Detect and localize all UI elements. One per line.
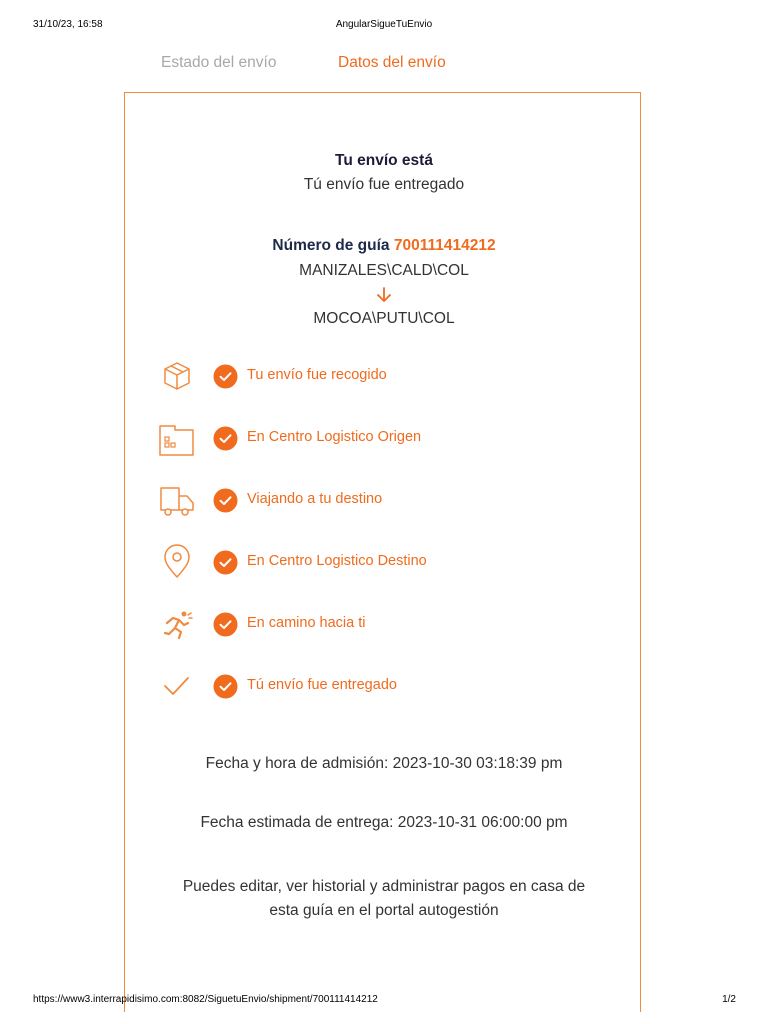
arrow-down-icon bbox=[0, 286, 768, 306]
note-line: esta guía en el portal autogestión bbox=[269, 902, 499, 919]
location-pin-icon bbox=[157, 544, 197, 580]
step-label: En Centro Logistico Origen bbox=[247, 429, 422, 445]
guide-number-line bbox=[0, 237, 768, 255]
origin-city: MANIZALES\CALD\COL bbox=[299, 262, 469, 279]
check-circle-icon bbox=[213, 364, 238, 389]
tab-estado-del-envio[interactable]: Estado del envío bbox=[161, 54, 277, 71]
estimated-delivery: Fecha estimada de entrega: 2023-10-31 06:00:00 pm bbox=[200, 814, 568, 831]
check-circle-icon bbox=[213, 426, 238, 451]
destination-city: MOCOA\PUTU\COL bbox=[313, 310, 455, 327]
truck-icon bbox=[157, 482, 197, 518]
print-header bbox=[0, 19, 768, 33]
print-page-title: AngularSigueTuEnvio bbox=[335, 19, 433, 30]
admission-datetime: Fecha y hora de admisión: 2023-10-30 03:18:39 pm bbox=[205, 755, 563, 772]
check-circle-icon bbox=[213, 612, 238, 637]
guide-label: Número de guía bbox=[272, 237, 390, 254]
tracking-step bbox=[0, 420, 768, 460]
self-service-note bbox=[0, 875, 768, 923]
tab-datos-del-envio[interactable]: Datos del envío bbox=[338, 54, 446, 71]
tracking-step bbox=[0, 544, 768, 584]
step-label: En camino hacia ti bbox=[247, 615, 366, 631]
note-line: Puedes editar, ver historial y administrar pagos en casa de bbox=[182, 878, 586, 895]
print-footer bbox=[0, 994, 768, 1008]
shipment-status-text: Tú envío fue entregado bbox=[303, 176, 465, 193]
check-circle-icon bbox=[213, 488, 238, 513]
step-label: Viajando a tu destino bbox=[247, 491, 383, 507]
print-datetime: 31/10/23, 16:58 bbox=[33, 19, 103, 30]
runner-icon bbox=[157, 606, 197, 642]
tab-bar bbox=[0, 54, 768, 78]
tracking-step bbox=[0, 606, 768, 646]
step-label: Tú envío fue entregado bbox=[247, 677, 397, 693]
checkmark-icon bbox=[157, 668, 197, 704]
guide-number: 700111414212 bbox=[393, 237, 496, 254]
box-icon bbox=[157, 358, 197, 394]
shipment-status-title: Tu envío está bbox=[335, 152, 433, 169]
check-circle-icon bbox=[213, 674, 238, 699]
tracking-step bbox=[0, 358, 768, 398]
print-page-number: 1/2 bbox=[722, 994, 736, 1005]
print-url: https://www3.interrapidisimo.com:8082/SiguetuEnvio/shipment/700111414212 bbox=[33, 994, 378, 1005]
tracking-step bbox=[0, 482, 768, 522]
step-label: En Centro Logistico Destino bbox=[247, 553, 427, 569]
warehouse-icon bbox=[157, 420, 197, 456]
tracking-step bbox=[0, 668, 768, 708]
check-circle-icon bbox=[213, 550, 238, 575]
step-label: Tu envío fue recogido bbox=[247, 367, 387, 383]
